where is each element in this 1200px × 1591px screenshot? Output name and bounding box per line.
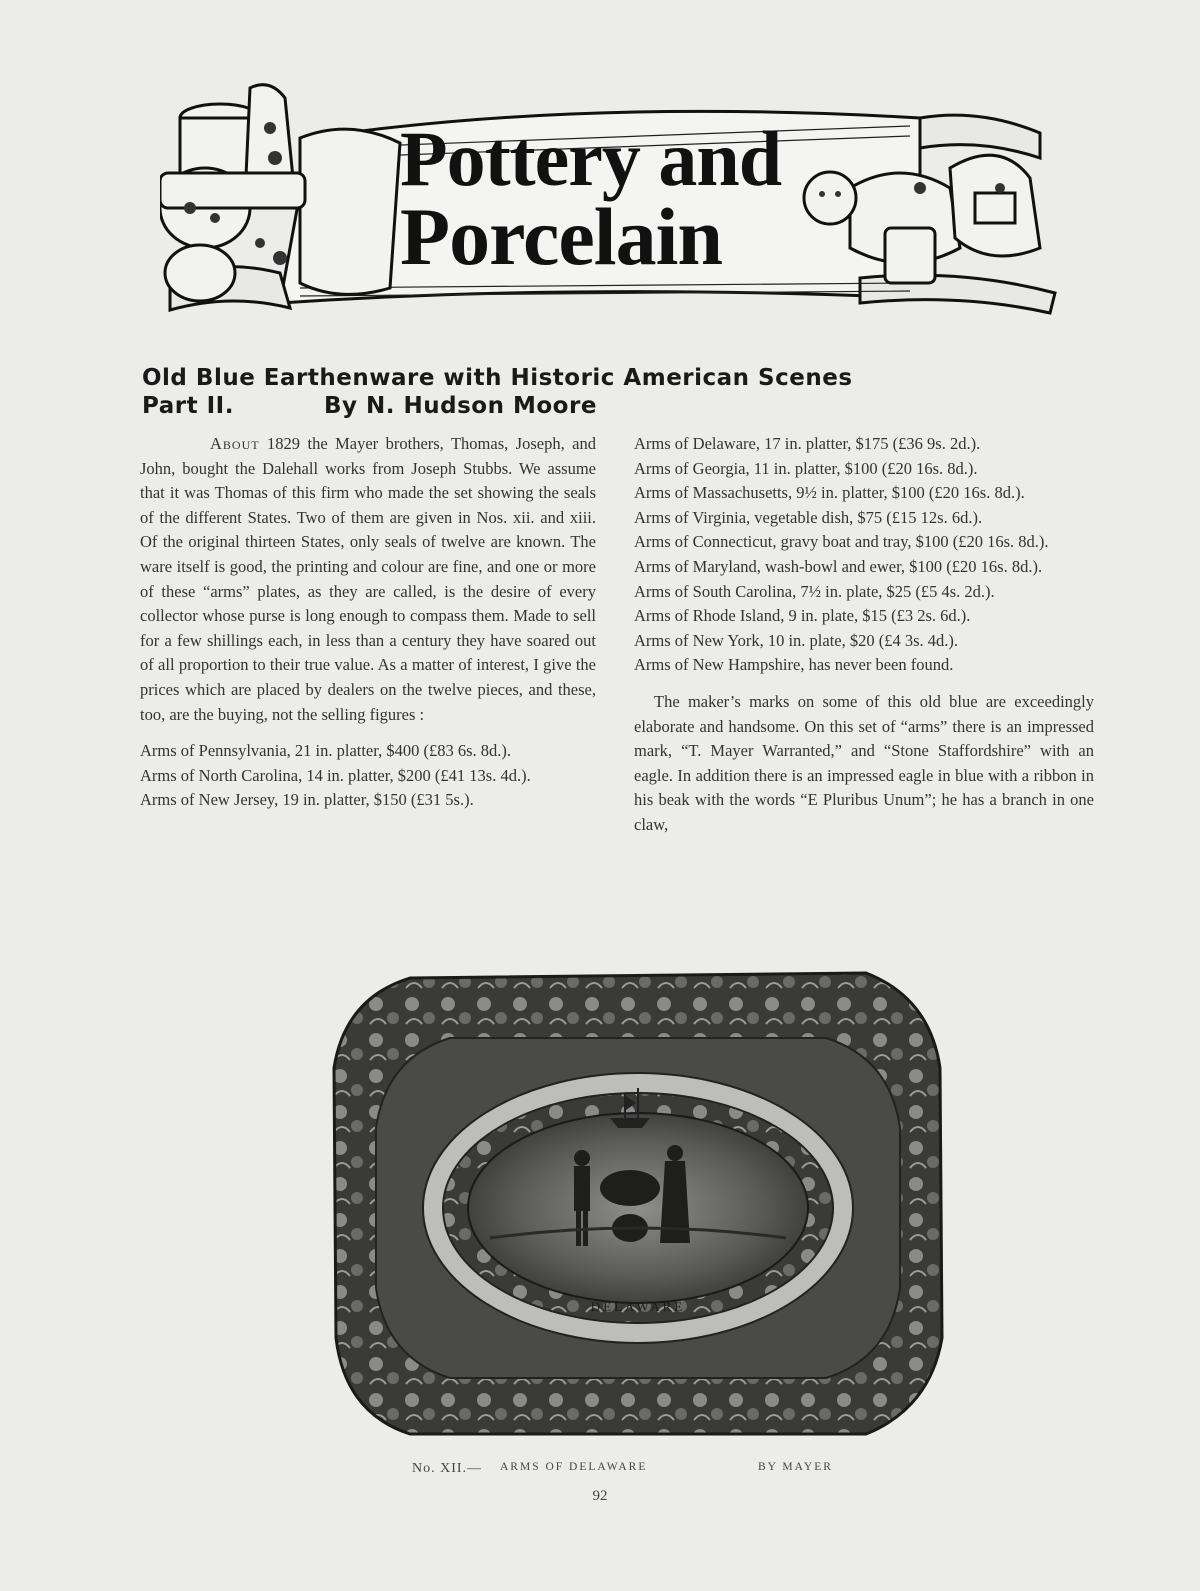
article-byline: By N. Hudson Moore	[324, 393, 597, 419]
price-item: Arms of Massachusetts, 9½ in. platter, $100 (£20 16s. 8d.).	[634, 483, 1025, 503]
left-column	[140, 432, 596, 813]
right-column	[634, 432, 1094, 838]
price-item: Arms of Delaware, 17 in. platter, $175 (£36 9s. 2d.).	[634, 434, 981, 453]
price-item: Arms of Georgia, 11 in. platter, $100 (£20 16s. 8d.).	[634, 458, 978, 478]
price-item: Arms of Maryland, wash-bowl and ewer, $100 (£20 16s. 8d.).	[634, 556, 1043, 576]
intro-text: 1829 the Mayer brothers, Thomas, Joseph, and John, bought the Dalehall works from Joseph Stubbs. We assume that it was Thomas of this firm who made the set showing the seals of the different States. Two of them are given in Nos. xii. and xiii. Of the original thirteen States, only seals of twelve are known. The ware itself is good, the printing and colour are fine, and one or more of these “arms” plates, as they are called, is the desire of every collector whose purse is long enough to compass them. Made to sell for a few shillings each, in less than a century they have soared out of all proportion to their true value. As a matter of interest, I give the prices which are placed by dealers on the twelve pieces, and these, too, are the buying, not the selling figures :	[140, 434, 596, 724]
price-item: Arms of Pennsylvania, 21 in. platter, $400 (£83 6s. 8d.).	[140, 741, 512, 761]
delaware-platter-photo	[330, 958, 946, 1446]
banner-title-line1: Pottery and	[400, 115, 782, 202]
article-subtitle-line	[142, 392, 1042, 420]
intro-paragraph	[140, 432, 596, 727]
price-list-left	[140, 739, 596, 813]
price-list-right	[634, 432, 1094, 678]
price-item: Arms of New York, 10 in. plate, $20 (£4 3s. 4d.).	[634, 630, 959, 650]
intro-lead: About	[210, 434, 260, 453]
price-item: Arms of New Jersey, 19 in. platter, $150 (£31 5s.).	[140, 790, 474, 810]
page-number: 92	[592, 1488, 608, 1504]
price-item: Arms of Rhode Island, 9 in. plate, $15 (£3 2s. 6d.).	[634, 606, 971, 626]
price-item: Arms of South Carolina, 7½ in. plate, $25 (£5 4s. 2d.).	[634, 581, 995, 601]
price-item: Arms of North Carolina, 14 in. platter, $200 (£41 13s. 4d.).	[140, 765, 531, 785]
banner-title-line2: Porcelain	[400, 191, 722, 282]
article-part: Part II.	[142, 393, 234, 419]
figure-number: No. XII.—	[412, 1461, 483, 1476]
platter-rim-label: DELAWARE	[590, 1299, 686, 1314]
makers-marks-paragraph: The maker’s marks on some of this old blue are exceedingly elaborate and handsome. On this set of “arms” there is an impressed mark, “T. Mayer Warranted,” and “Stone Staffordshire” with an eagle. In addition there is an impressed eagle in blue with a ribbon in his beak with the words “E Pluribus Unum”; he has a branch in one claw,	[634, 691, 1094, 834]
price-item: Arms of Connecticut, gravy boat and tray, $100 (£20 16s. 8d.).	[634, 532, 1049, 552]
price-item: Arms of Virginia, vegetable dish, $75 (£15 12s. 6d.).	[634, 507, 983, 527]
figure-title: ARMS OF DELAWARE	[500, 1461, 648, 1473]
article-headline	[142, 364, 1042, 420]
price-item: Arms of New Hampshire, has never been found.	[634, 655, 954, 675]
article-title: Old Blue Earthenware with Historic American Scenes	[142, 365, 853, 391]
figure-maker: BY MAYER	[758, 1461, 833, 1473]
